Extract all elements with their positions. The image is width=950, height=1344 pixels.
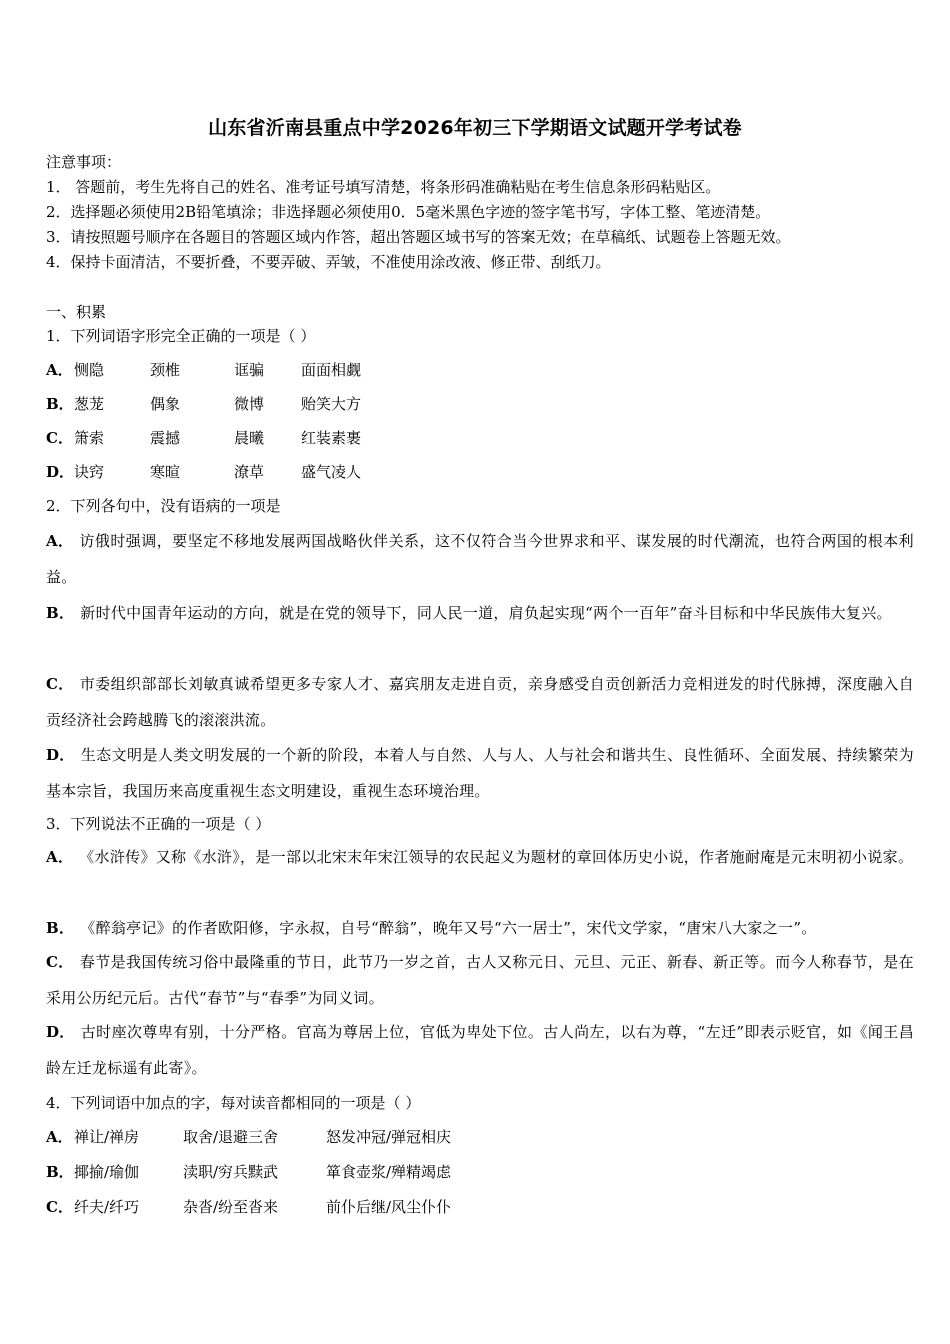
option-word: 潦草 bbox=[234, 463, 265, 481]
option-word: 偶象 bbox=[150, 395, 181, 413]
option-label: C． bbox=[46, 1198, 73, 1216]
option-label: A． bbox=[46, 361, 73, 379]
q1-option-b bbox=[46, 394, 362, 414]
option-label: C． bbox=[46, 953, 74, 971]
option-label: B． bbox=[46, 919, 75, 937]
option-word: 红装素裹 bbox=[301, 429, 362, 447]
option-text: 访俄时强调，要坚定不移地发展两国战略伙伴关系，这不仅符合当今世界求和平、谋发展的时代潮流，也符合两国的根本利益。 bbox=[46, 532, 914, 586]
page-title: 山东省沂南县重点中学2026年初三下学期语文试题开学考试卷 bbox=[208, 117, 742, 139]
q4-option-a bbox=[46, 1127, 452, 1147]
q1-option-c bbox=[46, 428, 362, 448]
notice-item-3: 3．请按照题号顺序在各题目的答题区域内作答，超出答题区域书写的答案无效；在草稿纸、试题卷上答题无效。 bbox=[46, 228, 791, 246]
option-text: 《水浒传》又称《水浒》，是一部以北宋末年宋江领导的农民起义为题材的章回体历史小说，作者施耐庵是元末明初小说家。 bbox=[79, 848, 914, 866]
option-text: 市委组织部部长刘敏真诚希望更多专家人才、嘉宾朋友走进自贡，亲身感受自贡创新活力竞相迸发的时代脉搏，深度融入自贡经济社会跨越腾飞的滚滚洪流。 bbox=[46, 675, 914, 729]
option-word: 箪食壶浆/殚精竭虑 bbox=[326, 1163, 452, 1181]
option-word: 面面相觑 bbox=[301, 361, 362, 379]
option-label: D． bbox=[46, 746, 75, 764]
option-text: 生态文明是人类文明发展的一个新的阶段，本着人与自然、人与人、人与社会和谐共生、良性循环、全面发展、持续繁荣为基本宗旨，我国历来高度重视生态文明建设，重视生态环境治理。 bbox=[46, 746, 914, 800]
notice-item-4: 4．保持卡面清洁，不要折叠，不要弄破、弄皱，不准使用涂改液、修正带、刮纸刀。 bbox=[46, 253, 611, 271]
option-word: 渎职/穷兵黩武 bbox=[183, 1163, 279, 1181]
option-label: D． bbox=[46, 463, 75, 481]
q2-stem: 2．下列各句中，没有语病的一项是 bbox=[46, 497, 281, 515]
option-word: 禅让/禅房 bbox=[74, 1128, 140, 1146]
option-word: 揶揄/瑜伽 bbox=[74, 1163, 140, 1181]
option-label: B． bbox=[46, 395, 74, 413]
option-word: 葱茏 bbox=[74, 395, 105, 413]
q3-option-c bbox=[46, 944, 914, 1016]
option-word: 颈椎 bbox=[150, 361, 181, 379]
q1-stem: 1．下列词语字形完全正确的一项是（ ） bbox=[46, 327, 316, 345]
option-word: 恻隐 bbox=[74, 361, 105, 379]
option-text: 古时座次尊卑有别，十分严格。官高为尊居上位，官低为卑处下位。古人尚左，以右为尊，“左迁”即表示贬官，如《闻王昌龄左迁龙标遥有此寄》。 bbox=[46, 1023, 914, 1077]
q3-stem: 3．下列说法不正确的一项是（ ） bbox=[46, 815, 271, 833]
option-text: 春节是我国传统习俗中最隆重的节日，此节乃一岁之首，古人又称元日、元旦、元正、新春、新正等。而今人称春节，是在采用公历纪元后。古代“春节”与“春季”为同义词。 bbox=[46, 953, 914, 1007]
option-word: 晨曦 bbox=[234, 429, 265, 447]
option-label: A． bbox=[46, 848, 74, 866]
q4-option-b bbox=[46, 1162, 452, 1182]
option-label: A． bbox=[46, 1128, 73, 1146]
option-label: A． bbox=[46, 532, 74, 550]
option-word: 杂沓/纷至沓来 bbox=[183, 1198, 279, 1216]
section-heading: 一、积累 bbox=[46, 303, 107, 321]
option-label: C． bbox=[46, 675, 74, 693]
option-word: 诓骗 bbox=[234, 361, 265, 379]
option-word: 箫索 bbox=[74, 429, 105, 447]
option-label: D． bbox=[46, 1023, 75, 1041]
q3-option-d bbox=[46, 1014, 914, 1086]
notice-heading: 注意事项： bbox=[46, 153, 122, 171]
option-word: 寒暄 bbox=[150, 463, 181, 481]
option-word: 纤夫/纤巧 bbox=[74, 1198, 140, 1216]
q4-option-c bbox=[46, 1197, 452, 1217]
option-word: 贻笑大方 bbox=[301, 395, 362, 413]
q1-option-d bbox=[46, 462, 362, 482]
q1-option-a bbox=[46, 360, 362, 380]
q2-option-c bbox=[46, 666, 914, 738]
q4-stem: 4．下列词语中加点的字，每对读音都相同的一项是（ ） bbox=[46, 1094, 421, 1112]
option-word: 取舍/退避三舍 bbox=[183, 1128, 279, 1146]
option-label: C． bbox=[46, 429, 73, 447]
q3-option-a bbox=[46, 839, 914, 875]
q2-option-d bbox=[46, 737, 914, 809]
notice-item-2: 2．选择题必须使用2B铅笔填涂；非选择题必须使用0．5毫米黑色字迹的签字笔书写，字体工整、笔迹清楚。 bbox=[46, 203, 771, 221]
q3-option-b bbox=[46, 910, 914, 946]
option-text: 新时代中国青年运动的方向，就是在党的领导下，同人民一道，肩负起实现“两个一百年”奋斗目标和中华民族伟大复兴。 bbox=[80, 604, 892, 622]
option-label: B． bbox=[46, 604, 75, 622]
option-text: 《醉翁亭记》的作者欧阳修，字永叔，自号“醉翁”，晚年又号“六一居士”，宋代文学家，“唐宋八大家之一”。 bbox=[80, 919, 817, 937]
notice-item-1: 1． 答题前，考生先将自己的姓名、准考证号填写清楚，将条形码准确粘贴在考生信息条形码粘贴区。 bbox=[46, 178, 721, 196]
option-word: 震撼 bbox=[150, 429, 181, 447]
option-label: B． bbox=[46, 1163, 74, 1181]
option-word: 诀窍 bbox=[74, 463, 105, 481]
q2-option-a bbox=[46, 523, 914, 595]
option-word: 怒发冲冠/弹冠相庆 bbox=[326, 1128, 452, 1146]
option-word: 盛气凌人 bbox=[301, 463, 362, 481]
q2-option-b bbox=[46, 595, 914, 631]
option-word: 微博 bbox=[234, 395, 265, 413]
option-word: 前仆后继/风尘仆仆 bbox=[326, 1198, 452, 1216]
